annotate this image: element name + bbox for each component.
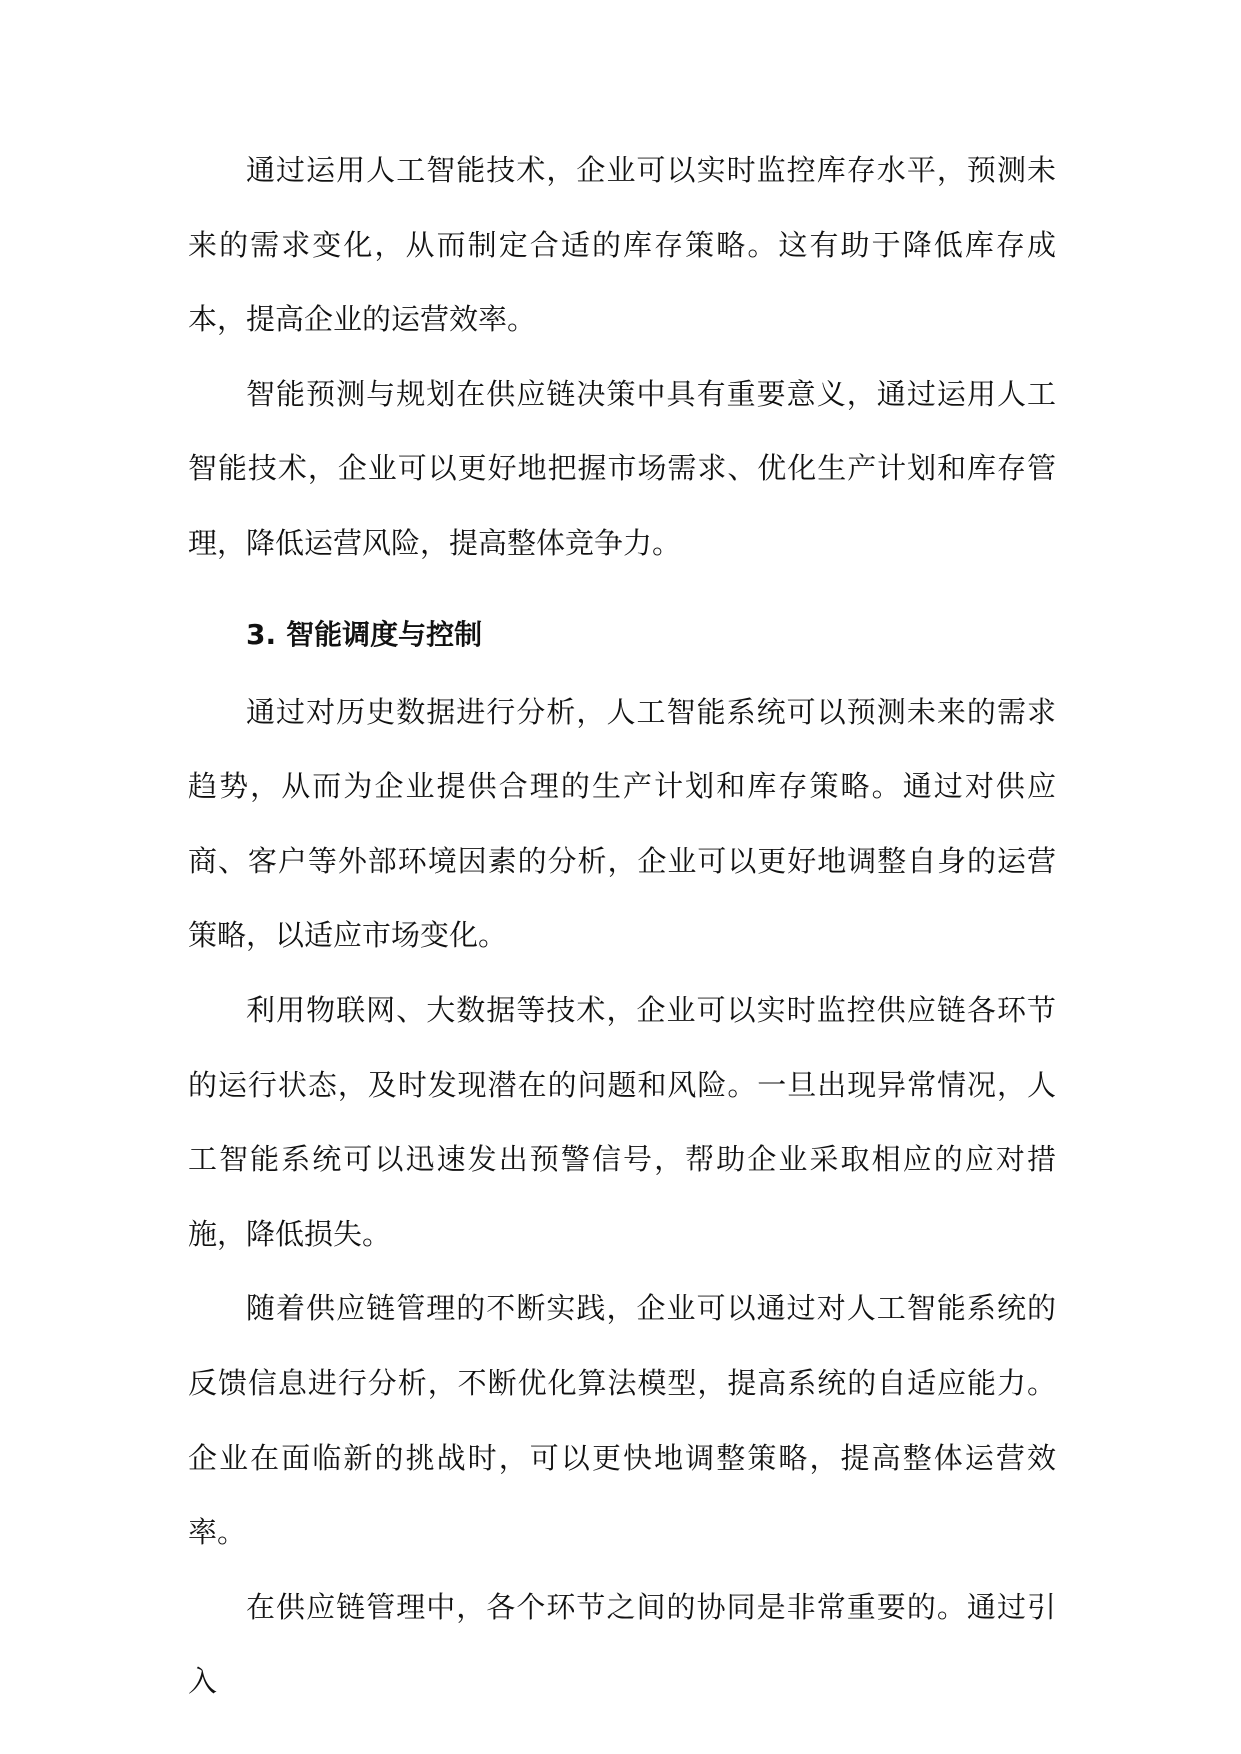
paragraph-feedback-optimization: 随着供应链管理的不断实践，企业可以通过对人工智能系统的反馈信息进行分析，不断优化算法模型，提高系统的自适应能力。企业在面临新的挑战时，可以更快地调整策略，提高整体运营效率。 [188,1291,1056,1550]
paragraph-inventory-monitoring: 通过运用人工智能技术，企业可以实时监控库存水平，预测未来的需求变化，从而制定合适的库存策略。这有助于降低库存成本，提高企业的运营效率。 [188,153,1056,337]
paragraph-historical-analysis: 通过对历史数据进行分析，人工智能系统可以预测未来的需求趋势，从而为企业提供合理的生产计划和库存策略。通过对供应商、客户等外部环境因素的分析，企业可以更好地调整自身的运营策略，以适应市场变化。 [188,694,1056,953]
document-body [188,133,1056,1719]
paragraph-collaboration: 在供应链管理中，各个环节之间的协同是非常重要的。通过引入 [188,1589,1056,1699]
section-heading [188,595,1056,675]
paragraph-iot-monitoring: 利用物联网、大数据等技术，企业可以实时监控供应链各环节的运行状态，及时发现潜在的问题和风险。一旦出现异常情况，人工智能系统可以迅速发出预警信号，帮助企业采取相应的应对措施，降低损失。 [188,992,1056,1251]
paragraph-intelligent-forecasting: 智能预测与规划在供应链决策中具有重要意义，通过运用人工智能技术，企业可以更好地把握市场需求、优化生产计划和库存管理，降低运营风险，提高整体竞争力。 [188,376,1056,560]
section-title: 智能调度与控制 [286,617,483,651]
section-number: 3. [246,617,277,651]
